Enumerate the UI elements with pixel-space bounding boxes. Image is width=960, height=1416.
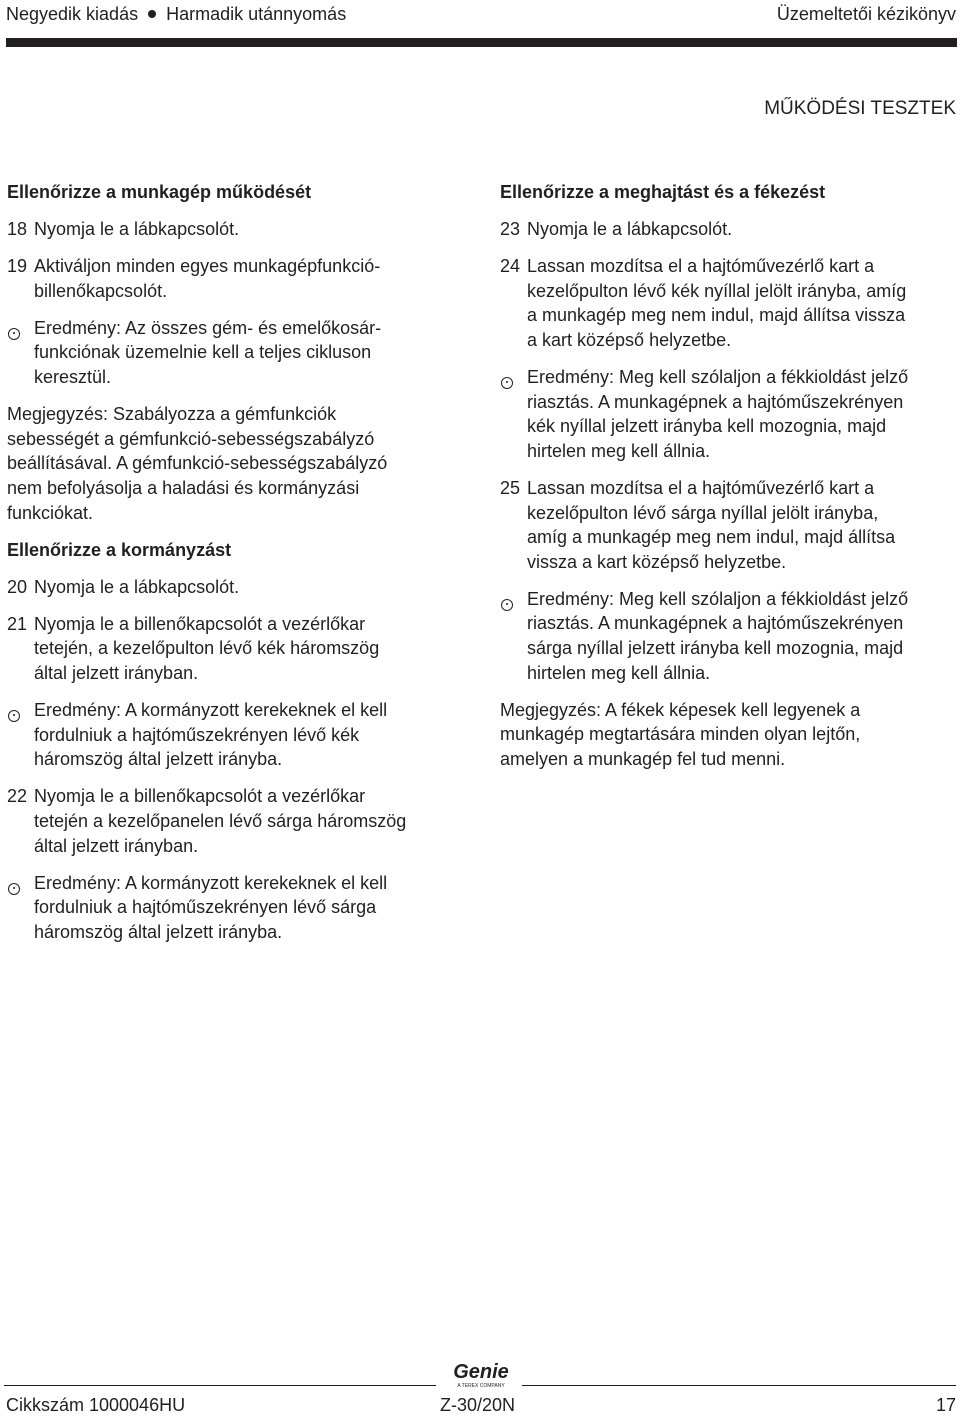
logo-subtext: A TEREX COMPANY (457, 1383, 505, 1389)
step-text: Nyomja le a billenőkapcsolót a vezérlőkar (34, 613, 366, 634)
result-21 (7, 698, 467, 772)
note-text: Megjegyzés: A fékek képesek kell legyenek a (500, 699, 861, 720)
header-manual-title: Üzemeltetői kézikönyv (776, 4, 956, 24)
result-25 (500, 587, 956, 685)
step-text: billenőkapcsolót. (34, 280, 168, 301)
footer-rule-left (4, 1385, 436, 1386)
step-number: 19 (7, 256, 28, 277)
result-text: keresztül. (34, 367, 112, 388)
heading-drive-brake: Ellenőrizze a meghajtást és a fékezést (500, 182, 826, 202)
note-text: sebességét a gémfunkció-sebességszabályzó (7, 428, 375, 449)
step-text: Lassan mozdítsa el a hajtóművezérlő kart a (527, 477, 875, 498)
step-text: Lassan mozdítsa el a hajtóművezérlő kart a (527, 256, 875, 277)
note-text: Megjegyzés: Szabályozza a gémfunkciók (7, 404, 337, 425)
result-text: Eredmény: Az összes gém- és emelőkosár- (34, 317, 382, 338)
note-brakes (500, 698, 956, 772)
step-number: 22 (7, 786, 28, 807)
result-text: hirtelen meg kell állnia. (527, 662, 711, 683)
clock-icon (501, 377, 513, 389)
result-text: háromszög által jelzett irányba. (34, 921, 283, 942)
step-number: 23 (500, 219, 521, 240)
step-25 (500, 476, 956, 574)
footer-part-number: Cikkszám 1000046HU (6, 1395, 186, 1415)
result-text: hirtelen meg kell állnia. (527, 440, 711, 461)
logo-wordmark: Genie (453, 1361, 509, 1383)
step-text: Aktiváljon minden egyes munkagépfunkció- (34, 256, 381, 277)
footer-page-number: 17 (935, 1395, 956, 1415)
result-19 (7, 316, 467, 390)
genie-logo (444, 1359, 518, 1389)
result-22 (7, 871, 467, 945)
step-21 (7, 612, 467, 686)
footer-model: Z-30/20N (440, 1395, 516, 1415)
clock-icon (8, 883, 20, 895)
result-text: Eredmény: A kormányzott kerekeknek el kell (34, 700, 388, 721)
heading-machine-functions: Ellenőrizze a munkagép működését (7, 182, 312, 202)
step-text: tetején, a kezelőpulton lévő kék háromszög (34, 638, 380, 659)
step-22 (7, 784, 467, 858)
step-19 (7, 254, 467, 303)
result-text: sárga nyíllal jelzett irányba kell mozognia, majd (527, 638, 904, 658)
step-23 (500, 217, 956, 242)
step-text: a munkagép meg nem indul, majd állítsa vissza (527, 305, 906, 326)
step-text: amíg a munkagép meg nem indul, majd állítsa (527, 527, 896, 548)
step-text: Nyomja le a lábkapcsolót. (527, 219, 733, 240)
step-text: tetején a kezelőpanelen lévő sárga háromszög (34, 810, 407, 831)
step-18 (7, 217, 467, 242)
result-text: fordulniuk a hajtóműszekrényen lévő sárga (34, 897, 377, 918)
step-number: 24 (500, 256, 521, 277)
heading-steering: Ellenőrizze a kormányzást (7, 539, 232, 560)
result-24 (500, 365, 956, 463)
step-number: 20 (7, 576, 28, 597)
step-text: vissza a kart középső helyzetbe. (527, 551, 787, 572)
note-boom-speed (7, 402, 467, 525)
clock-icon (8, 710, 20, 722)
right-column (500, 180, 956, 771)
result-text: fordulniuk a hajtóműszekrényen lévő kék (34, 724, 360, 745)
step-text: által jelzett irányban. (34, 663, 199, 683)
result-text: Eredmény: Meg kell szólaljon a fékkioldást jelző (527, 588, 909, 609)
step-text: Nyomja le a billenőkapcsolót a vezérlőkar (34, 786, 366, 807)
step-text: kezelőpulton lévő sárga nyíllal jelölt irányba, (527, 502, 879, 523)
step-20 (7, 575, 467, 600)
result-text: riasztás. A munkagépnek a hajtóműszekrényen (527, 391, 904, 412)
bullet-dot-icon (148, 10, 156, 18)
section-title: MŰKÖDÉSI TESZTEK (764, 98, 956, 119)
note-text: munkagép megtartására minden olyan lejtőn, (500, 724, 861, 745)
note-text: amelyen a munkagép fel tud menni. (500, 748, 786, 769)
clock-icon (501, 599, 513, 611)
clock-icon (8, 328, 20, 340)
step-text: által jelzett irányban. (34, 835, 199, 856)
footer-rule-right (522, 1385, 956, 1386)
note-text: funkciókat. (7, 502, 94, 523)
step-text: Nyomja le a lábkapcsolót. (34, 219, 240, 240)
result-text: kék nyíllal jelzett irányba kell mozognia, majd (527, 416, 887, 437)
step-text: a kart középső helyzetbe. (527, 329, 732, 350)
left-column (7, 180, 467, 944)
result-text: Eredmény: Meg kell szólaljon a fékkioldást jelző (527, 367, 909, 388)
step-text: Nyomja le a lábkapcsolót. (34, 576, 240, 597)
step-text: kezelőpulton lévő kék nyíllal jelölt irányba, amíg (527, 280, 907, 301)
header-edition: Negyedik kiadás Harmadik utánnyomás (6, 4, 347, 24)
step-number: 25 (500, 477, 521, 498)
step-number: 21 (7, 613, 28, 634)
step-24 (500, 254, 956, 352)
result-text: funkciónak üzemelnie kell a teljes cikluson (34, 342, 372, 363)
step-number: 18 (7, 219, 28, 240)
note-text: nem befolyásolja a haladási és kormányzási (7, 477, 360, 498)
header-rule (6, 38, 957, 47)
result-text: háromszög által jelzett irányba. (34, 749, 283, 770)
result-text: riasztás. A munkagépnek a hajtóműszekrényen (527, 613, 904, 634)
result-text: Eredmény: A kormányzott kerekeknek el kell (34, 872, 388, 893)
note-text: beállításával. A gémfunkció-sebességszabályzó (7, 453, 388, 474)
